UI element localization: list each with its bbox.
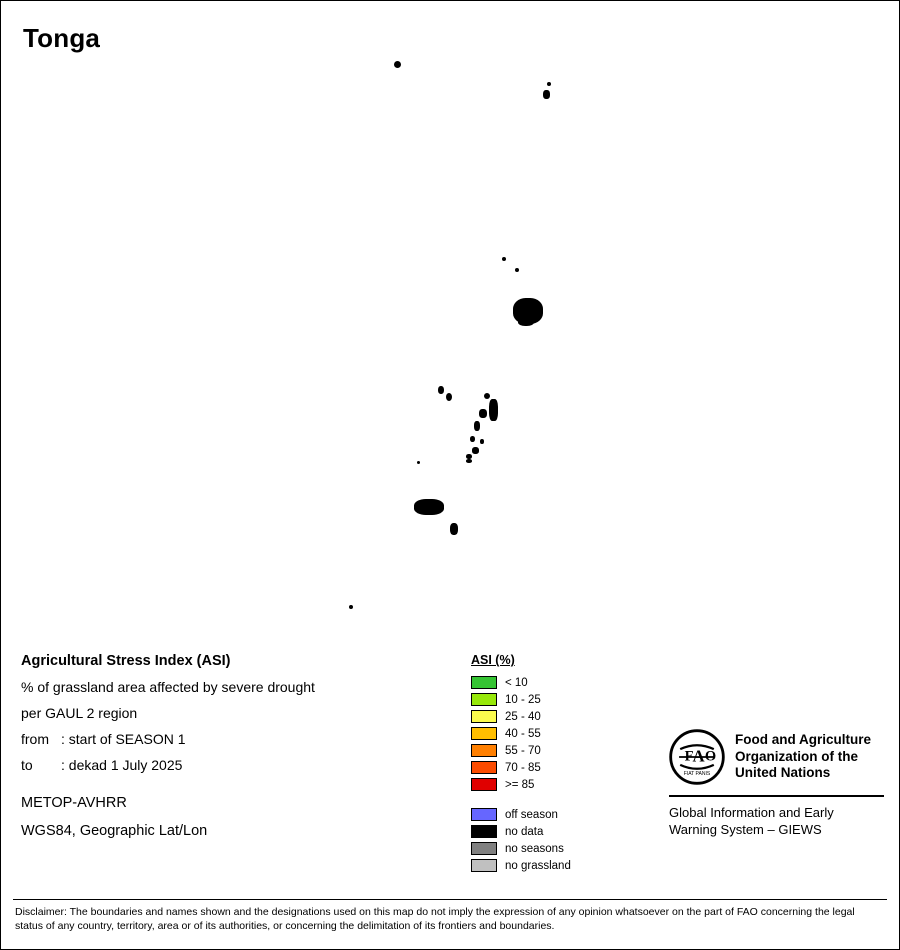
disclaimer-text: Disclaimer: The boundaries and names shown and the designations used on this map do not imply the expression of any opinion whatsoever on the part of FAO concerning the legal status of any country, territory, area or of its authorities, or concerning the delimitation of its frontiers and boundaries.: [15, 906, 855, 933]
asi-heading: Agricultural Stress Index (ASI): [21, 653, 231, 669]
map-region-haapai-uiha[interactable]: [474, 421, 480, 431]
legend-extra-swatch: [471, 842, 497, 855]
period-to-label: to: [21, 757, 33, 773]
legend-class-label: >= 85: [505, 778, 535, 791]
legend-class-swatch: [471, 727, 497, 740]
map-region-haapai-kao[interactable]: [446, 393, 452, 401]
legend-extra-row: [471, 823, 661, 840]
period-to: [21, 757, 451, 773]
legend-class-label: 40 - 55: [505, 727, 541, 740]
page-title: Tonga: [23, 23, 101, 53]
period-to-value: : dekad 1 July 2025: [61, 757, 183, 773]
legend-class-row: [471, 674, 661, 691]
map-region-tafahi[interactable]: [543, 90, 550, 99]
asi-unit-line: per GAUL 2 region: [21, 705, 138, 721]
svg-text:A: A: [692, 746, 705, 766]
svg-text:F: F: [684, 748, 694, 765]
fao-logo-icon: [669, 729, 725, 785]
legend-extra-swatch: [471, 859, 497, 872]
map-region-vavau-outlier-n[interactable]: [502, 257, 506, 261]
period-from: [21, 731, 451, 747]
projection-label: WGS84, Geographic Lat/Lon: [21, 823, 208, 839]
period-from-value: : start of SEASON 1: [61, 731, 186, 747]
svg-text:O: O: [704, 748, 717, 765]
disclaimer-divider: [13, 899, 887, 900]
map-canvas[interactable]: [2, 2, 898, 642]
legend-extra-list: [471, 806, 661, 874]
map-region-haapai-small2[interactable]: [480, 439, 484, 444]
giews-text: [669, 805, 884, 839]
sensor-label: METOP-AVHRR: [21, 795, 127, 811]
map-region-haapai-foa[interactable]: [479, 409, 487, 418]
fao-block: [669, 729, 884, 839]
map-region-vavau-group-south[interactable]: [518, 318, 534, 326]
legend-extra-swatch: [471, 825, 497, 838]
legend-class-label: 70 - 85: [505, 761, 541, 774]
legend-class-label: 55 - 70: [505, 744, 541, 757]
legend-class-swatch: [471, 710, 497, 723]
legend-class-swatch: [471, 744, 497, 757]
legend-class-label: 10 - 25: [505, 693, 541, 706]
period-from-label: from: [21, 731, 49, 747]
legend-class-row: [471, 725, 661, 742]
asi-legend: [471, 653, 661, 874]
legend-extra-label: no grassland: [505, 859, 571, 872]
map-region-tongatapu[interactable]: [414, 499, 444, 515]
map-region-vavau-outlier-n2[interactable]: [515, 268, 519, 272]
map-region-eua[interactable]: [450, 523, 458, 535]
fao-org-line-1: Food and Agriculture: [735, 731, 871, 747]
legend-extra-row: [471, 806, 661, 823]
map-info-block: [21, 653, 451, 839]
legend-extra-row: [471, 840, 661, 857]
map-region-haapai-small3[interactable]: [472, 447, 479, 454]
legend-class-row: [471, 759, 661, 776]
legend-class-swatch: [471, 676, 497, 689]
asi-subtitle: % of grassland area affected by severe drought: [21, 679, 315, 695]
legend-class-row: [471, 742, 661, 759]
fao-divider: [669, 795, 884, 797]
legend-class-list: [471, 674, 661, 793]
legend-class-swatch: [471, 778, 497, 791]
legend-extra-label: no seasons: [505, 842, 564, 855]
legend-class-row: [471, 691, 661, 708]
legend-extra-label: off season: [505, 808, 558, 821]
legend-class-row: [471, 708, 661, 725]
giews-line-1: Global Information and Early: [669, 805, 834, 820]
legend-class-swatch: [471, 693, 497, 706]
map-region-haapai-north[interactable]: [438, 386, 444, 394]
map-region-haapai-small1[interactable]: [470, 436, 475, 442]
legend-title: ASI (%): [471, 653, 515, 667]
svg-text:FIAT PANIS: FIAT PANIS: [683, 770, 711, 777]
map-region-niuatoputapu[interactable]: [547, 82, 551, 86]
legend-class-row: [471, 776, 661, 793]
map-region-haapai-small6[interactable]: [466, 459, 472, 463]
fao-organization-name: [735, 732, 871, 783]
legend-class-label: 25 - 40: [505, 710, 541, 723]
legend-spacer: [471, 793, 661, 806]
fao-org-line-2: Organization of the: [735, 748, 858, 764]
map-region-ata[interactable]: [349, 605, 353, 609]
map-region-haapai-tofua[interactable]: [484, 393, 490, 399]
legend-extra-swatch: [471, 808, 497, 821]
giews-line-2: Warning System – GIEWS: [669, 821, 822, 837]
map-region-haapai-small5[interactable]: [417, 461, 420, 464]
legend-extra-label: no data: [505, 825, 544, 838]
map-region-haapai-lifuka[interactable]: [489, 399, 498, 421]
legend-class-swatch: [471, 761, 497, 774]
map-region-niuafoou[interactable]: [394, 61, 401, 68]
fao-org-line-3: United Nations: [735, 765, 831, 781]
legend-class-label: < 10: [505, 676, 528, 689]
legend-extra-row: [471, 857, 661, 874]
